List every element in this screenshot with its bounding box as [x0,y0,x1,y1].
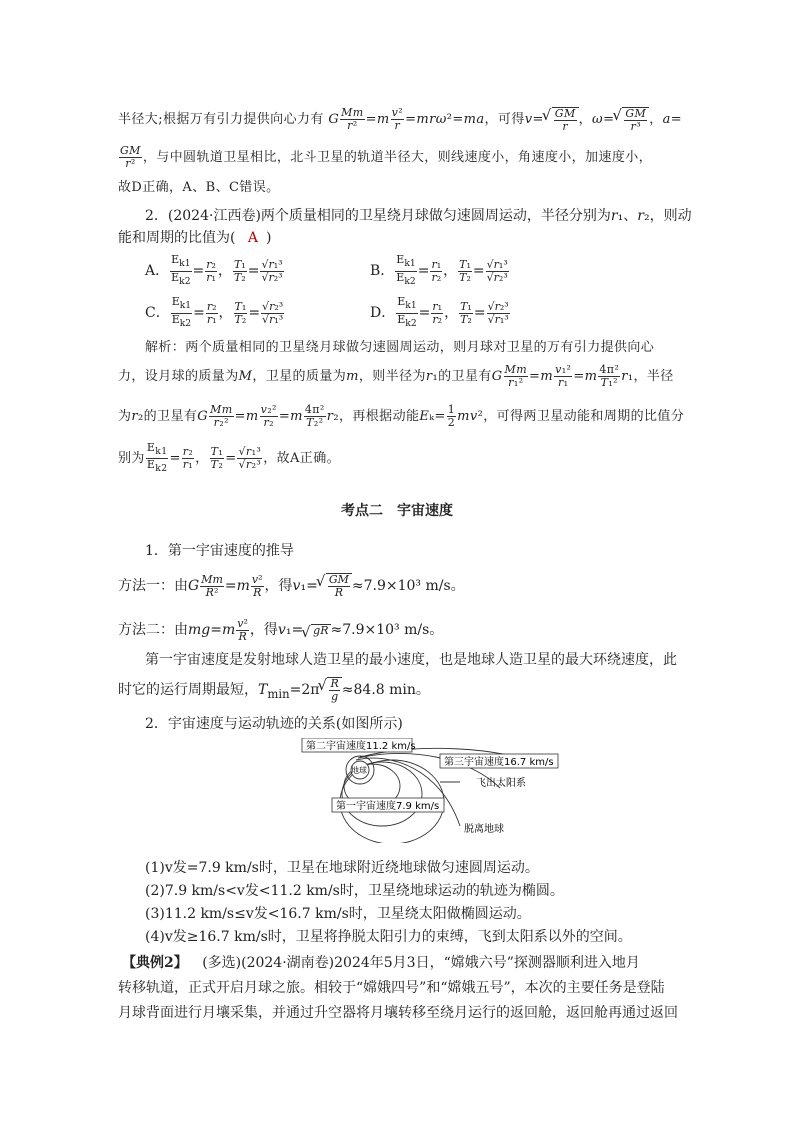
analysis-line-1: 解析：两个质量相同的卫星绕月球做匀速圆周运动，则月球对卫星的万有引力提供向心 [145,340,655,355]
question-2-stem-2 [118,228,688,248]
velocity-item-3: (3)11.2 km/s≤v发<16.7 km/s时，卫星绕太阳做椭圆运动。 [145,906,531,922]
paragraph-line-1: 第一宇宙速度是发射地球人造卫星的最小速度，也是地球人造卫星的最大环绕速度，此 [145,652,677,668]
option-a: A． $\frac{E_{k1}}{E_{k2}}$ = $\frac{\text{r₂}}{\text{r₁}}$ ， $\frac{\text{T₁}}{\text{T₂}}$ = $\frac{\text{√r₁³}}{\text{√r₂³}}$ [145,253,283,287]
text: 的卫星有 [438,369,492,384]
solution-line-2: $\frac{GM}{\text{r²}}$ ，与中圆轨道卫星相比，北斗卫星的轨道半径大，则线速度小，角速度小，加速度小， [120,144,653,170]
paragraph-line-2: 时它的运行周期最短，$T_{min}=2\pi$ √ $\frac{R}{g}$ ≈84.8 min。 [118,670,688,710]
text: 2．(2024·江西卷)两个质量相同的卫星绕月球做匀速圆周运动，半径分别为 [145,208,611,224]
example-line-1 [122,953,692,973]
analysis-line-2: 力，设月球的质量为M，卫星的质量为m，则半径为r₁的卫星有G $\frac{Mm}{\text{r₁²}}$ =m $\frac{\text{v₁²}}{\text{r₁}}$ =m $\frac{\text{4π²}}{\text{T₁²}}$ r₁，半径 [118,363,674,389]
solution-line-1: 半径大;根据万有引力提供向心力有 G $\frac{Mm}{\text{r²}}$ =m $\frac{\text{v²}}{r}$ =mrω²=ma，可得v= √ $\frac{GM}{r}$ ，ω= √ $\frac{GM}{\text{r³}}$ ，a= [118,100,688,140]
option-c: C． $\frac{E_{k1}}{E_{k2}}$ = $\frac{\text{r₂}}{\text{r₁}}$ ， $\frac{\text{T₁}}{\text{T₂}}$ = $\frac{\text{√r₂³}}{\text{√r₁³}}$ [145,295,284,329]
s1-heading: 1．第一宇宙速度的推导 [145,543,294,559]
text: 时它的运行周期最短， [118,682,258,698]
s2-heading: 2．宇宙速度与运动轨迹的关系(如图所示) [145,716,403,732]
text: 的卫星有 [143,409,198,424]
example-line-2: 转移轨道，正式开启月球之旅。相较于“嫦娥四号”和“嫦娥五号”，本次的主要任务是登陆 [118,980,665,996]
option-letter: C． [145,305,170,321]
example-line-3: 月球背面进行月壤采集，并通过升空器将月壤转移至绕月运行的返回舱，返回舱再通过返回 [118,1005,678,1021]
section-title: 考点二 宇宙速度 [341,503,453,519]
text: ，故A正确。 [263,451,340,466]
text: ，再根据动能 [338,409,420,424]
text: ，则半径为 [358,369,426,384]
text: ≈7.9×10³ m/s。 [351,578,465,594]
solution-line-3: 故D正确，A、B、C错误。 [118,180,280,195]
text: ，得 [264,578,293,594]
analysis-line-3: 为r₂的卫星有G $\frac{Mm}{\text{r₂²}}$ =m $\frac{\text{v₂²}}{\text{r₂}}$ =m $\frac{\text{4π²}}{\text{T₂²}}$ r₂，再根据动能Eₖ= $\frac{1}{2}$ mv²，可得两卫星动能和周期的比值分 [118,403,685,429]
text: ≈7.9×10³ m/s。 [330,622,444,638]
text: ) [266,230,272,246]
option-d: D． $\frac{E_{k1}}{E_{k2}}$ = $\frac{\text{r₁}}{\text{r₂}}$ ， $\frac{\text{T₁}}{\text{T₂}}$ = $\frac{\text{√r₂³}}{\text{√r₁³}}$ [370,295,509,329]
option-letter: B． [370,263,395,279]
text: 能和周期的比值为( [118,230,236,246]
text: ，得 [249,622,278,638]
method-2: 方法二：由mg=m $\frac{\text{v²}}{R}$ ，得v₁=√ gR ≈7.9×10³ m/s。 [118,610,688,650]
velocity-item-1: (1)v发=7.9 km/s时，卫星在地球附近绕地球做匀速圆周运动。 [145,860,539,876]
label-fly-out-solar-system: 飞出太阳系 [476,778,526,789]
question-2-stem: 2．(2024·江西卷)两个质量相同的卫星绕月球做匀速圆周运动，半径分别为r₁、r₂，则动 [145,208,692,224]
text: 别为 [118,451,145,466]
velocity-item-2: (2)7.9 km/s<v发<11.2 km/s时，卫星绕地球运动的轨迹为椭圆。 [145,883,564,899]
cosmic-velocity-diagram [300,738,570,843]
text: ，与中圆轨道卫星相比，北斗卫星的轨道半径大，则线速度小，角速度小，加速度小， [142,150,653,165]
option-b: B． $\frac{E_{k1}}{E_{k2}}$ = $\frac{\text{r₁}}{\text{r₂}}$ ， $\frac{\text{T₁}}{\text{T₂}}$ = $\frac{\text{√r₁³}}{\text{√r₂³}}$ [370,253,508,287]
text: ，可得两卫星动能和周期的比值分 [483,409,685,424]
text: ，可得 [484,112,525,127]
text: ，卫星的质量为 [252,369,347,384]
example-tag: 【典例2】 [122,955,188,971]
text: ，则动 [649,208,692,224]
text: 方法一：由 [118,578,188,594]
velocity-item-4: (4)v发≥16.7 km/s时，卫星将挣脱太阳引力的束缚，飞到太阳系以外的空间。 [145,929,632,945]
label-first-cosmic: 第一宇宙速度7.9 km/s [336,801,440,812]
label-earth: 地球 [351,766,367,775]
label-second-cosmic: 第二宇宙速度11.2 km/s [306,741,416,752]
answer-mark: A [247,230,259,246]
text: ≈84.8 min。 [341,682,430,698]
option-letter: D． [370,305,396,321]
label-escape-earth: 脱离地球 [464,824,504,835]
text: 半径大;根据万有引力提供向心力有 [118,112,324,127]
text: (多选)(2024·湖南卷)2024年5月3日，“嫦娥六号”探测器顺利进入地月 [202,955,640,971]
text: 为 [118,409,132,424]
label-third-cosmic: 第三宇宙速度16.7 km/s [444,757,554,768]
option-letter: A． [145,263,170,279]
method-1: 方法一：由G $\frac{Mm}{\text{R²}}$ =m $\frac{\text{v²}}{R}$ ，得v₁= √ $\frac{GM}{R}$ ≈7.9×10³ m/s。 [118,566,688,606]
text: 力，设月球的质量为 [118,369,239,384]
text: ，半径 [633,369,674,384]
analysis-line-4: 别为 $\frac{E_{k1}}{E_{k2}}$ = $\frac{\text{r₂}}{\text{r₁}}$ ， $\frac{\text{T₁}}{\text{T₂}}$ = $\frac{\text{√r₁³}}{\text{√r₂³}}$ ，故A正确。 [118,440,340,475]
text: 方法二：由 [118,622,188,638]
